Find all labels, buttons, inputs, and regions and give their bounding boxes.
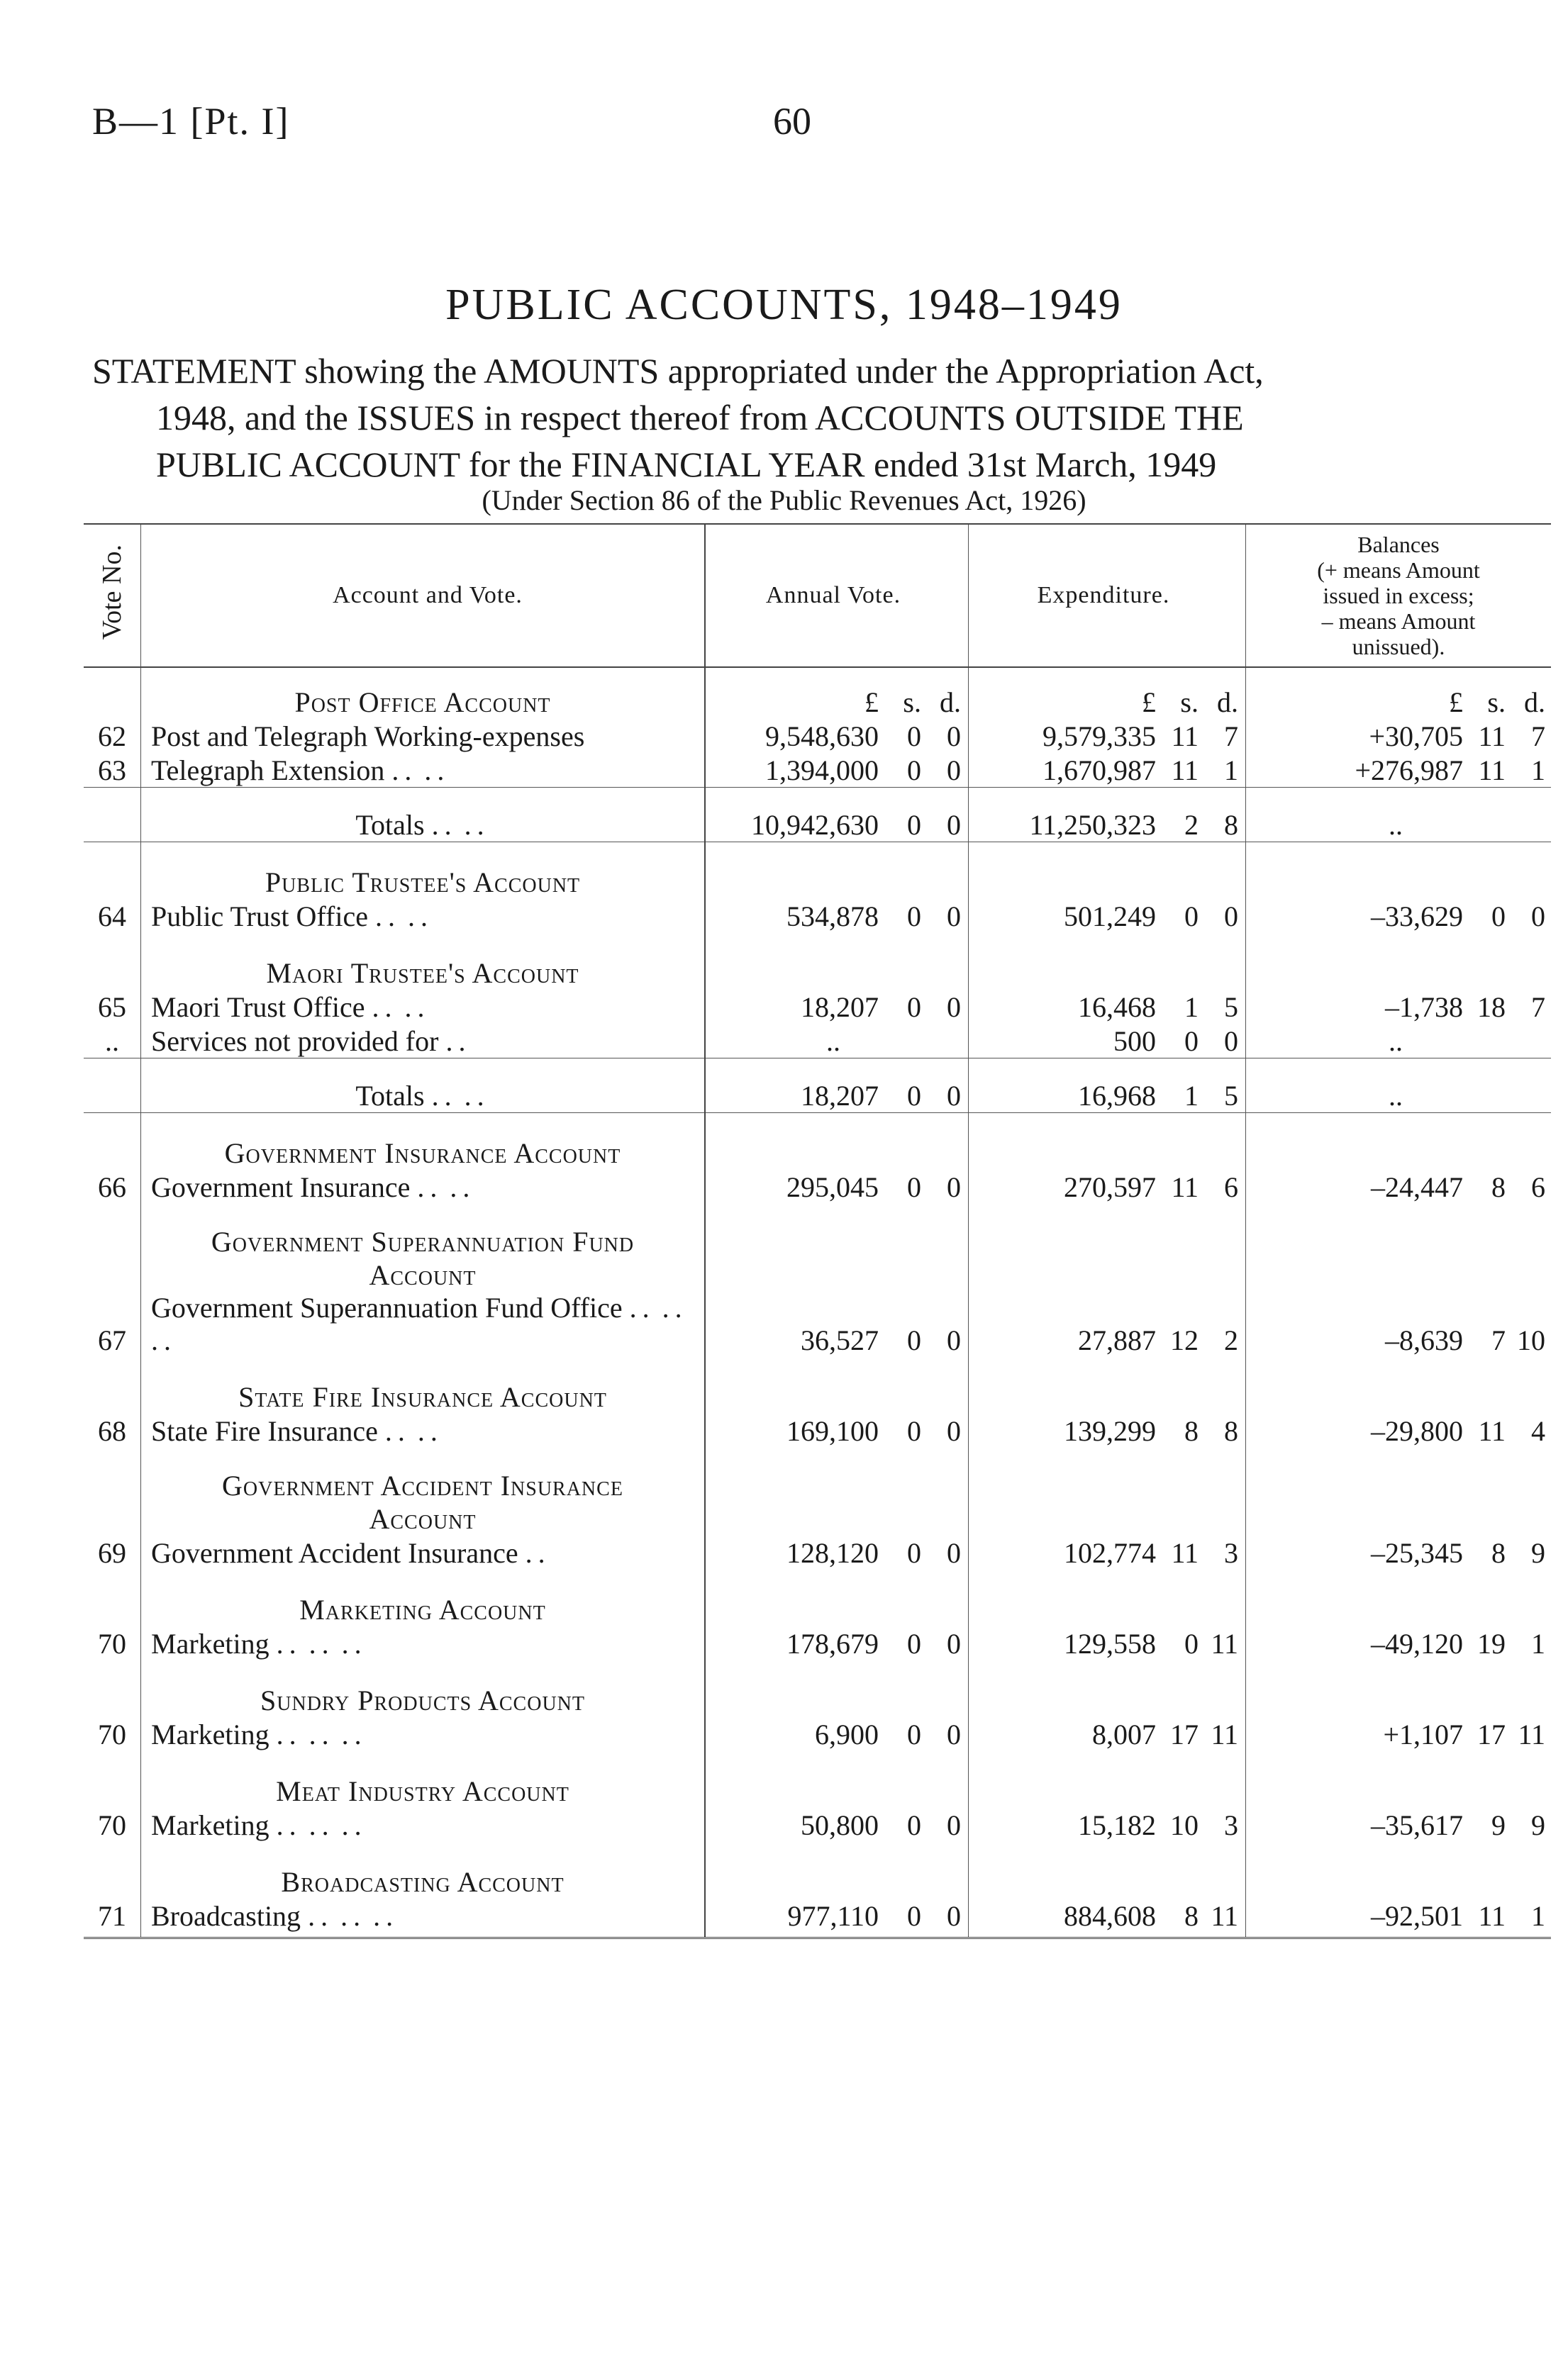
header-balances: Balances (+ means Amount issued in excess; – means Amount unissued). xyxy=(1246,524,1552,667)
table-row: 64 Public Trust Office .. .. 534,878 0 0 501,249 0 0 –33,629 0 0 xyxy=(84,899,1551,933)
totals-row: Totals .. .. 18,207 0 0 16,968 1 5 .. xyxy=(84,1058,1551,1113)
section-title: Maori Trustee's Account xyxy=(141,954,706,990)
section-row xyxy=(84,1378,1551,1414)
page-title: PUBLIC ACCOUNTS, 1948–1949 xyxy=(445,281,1123,329)
section-title: Government Insurance Account xyxy=(141,1134,706,1170)
page-number: 60 xyxy=(773,100,811,143)
table-row: 68 State Fire Insurance .. .. 169,100 0 0 139,299 8 8 –29,800 11 4 xyxy=(84,1414,1551,1448)
table-row: 70 Marketing .. .. .. 50,800 0 0 15,182 10 3 –35,617 9 9 xyxy=(84,1808,1551,1842)
section-row xyxy=(84,1772,1551,1808)
header-account-vote: Account and Vote. xyxy=(141,524,706,667)
table-row: .. Services not provided for .. .. 500 0 0 .. xyxy=(84,1024,1551,1058)
table-row: 63 Telegraph Extension .. .. 1,394,000 0 0 1,670,987 11 1 +276,987 11 1 xyxy=(84,753,1551,788)
header-annual-vote: Annual Vote. xyxy=(705,524,969,667)
totals-row: Totals .. .. 10,942,630 0 0 11,250,323 2 8 .. xyxy=(84,788,1551,842)
section-row xyxy=(84,864,1551,899)
table-row: 62 Post and Telegraph Working-expenses 9,548,630 0 0 9,579,335 11 7 +30,705 11 7 xyxy=(84,719,1551,753)
table-row: 70 Marketing .. .. .. 178,679 0 0 129,558 0 11 –49,120 19 1 xyxy=(84,1626,1551,1660)
table-row: 69 Government Accident Insurance .. 128,120 0 0 102,774 11 3 –25,345 8 9 xyxy=(84,1536,1551,1570)
statement-line-3: PUBLIC ACCOUNT for the FINANCIAL YEAR ended 31st March, 1949 xyxy=(156,445,1217,484)
section-title: Government Superannuation Fund Account xyxy=(141,1225,706,1292)
section-title: Post Office Account xyxy=(141,667,706,719)
section-title: Meat Industry Account xyxy=(141,1772,706,1808)
table-header-row xyxy=(84,524,1551,667)
header-expenditure: Expenditure. xyxy=(969,524,1246,667)
table-row: 67 Government Superannuation Fund Office .. .. .. 36,527 0 0 27,887 12 2 –8,639 7 10 xyxy=(84,1292,1551,1357)
section-row xyxy=(84,1134,1551,1170)
section-title: Broadcasting Account xyxy=(141,1863,706,1899)
section-row xyxy=(84,1225,1551,1292)
subtitle: (Under Section 86 of the Public Revenues Act, 1926) xyxy=(482,484,1086,516)
section-title: Sundry Products Account xyxy=(141,1682,706,1717)
section-title: Government Accident Insurance Account xyxy=(141,1469,706,1536)
section-row xyxy=(84,1682,1551,1717)
section-row xyxy=(84,1863,1551,1899)
statement-line-2: 1948, and the ISSUES in respect thereof from ACCOUNTS OUTSIDE THE xyxy=(156,398,1244,437)
running-head: B—1 [Pt. I] xyxy=(92,100,290,143)
section-row xyxy=(84,954,1551,990)
section-title: Marketing Account xyxy=(141,1591,706,1626)
table-row: 70 Marketing .. .. .. 6,900 0 0 8,007 17 11 +1,107 17 11 xyxy=(84,1717,1551,1751)
section-row xyxy=(84,1591,1551,1626)
statement-line-1: STATEMENT showing the AMOUNTS appropriated under the Appropriation Act, xyxy=(92,351,1264,391)
table-row: 66 Government Insurance .. .. 295,045 0 0 270,597 11 6 –24,447 8 6 xyxy=(84,1170,1551,1204)
accounts-table xyxy=(84,523,1551,1939)
section-title: State Fire Insurance Account xyxy=(141,1378,706,1414)
section-title: Public Trustee's Account xyxy=(141,864,706,899)
header-vote-no: Vote No. xyxy=(84,524,141,667)
table-row: 71 Broadcasting .. .. .. 977,110 0 0 884,608 8 11 –92,501 11 1 xyxy=(84,1899,1551,1938)
section-row xyxy=(84,1469,1551,1536)
table-row: 65 Maori Trust Office .. .. 18,207 0 0 16,468 1 5 –1,738 18 7 xyxy=(84,990,1551,1024)
section-row: Post Office Account £ s. d. £ s. d. £ s. d. xyxy=(84,667,1551,719)
statement-heading xyxy=(92,347,1518,488)
